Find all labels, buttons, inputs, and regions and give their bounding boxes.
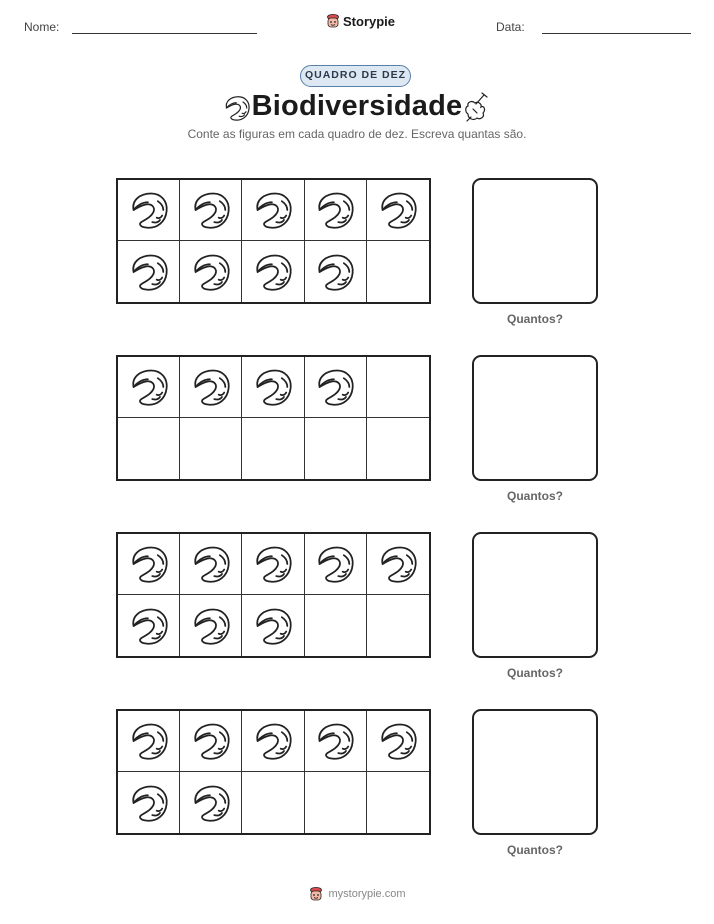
date-line[interactable]	[542, 33, 691, 34]
toucan-beak-icon	[251, 604, 295, 648]
name-line[interactable]	[72, 33, 257, 34]
answer-label: Quantos?	[507, 489, 563, 503]
ten-frame-cell	[367, 241, 429, 302]
ten-frame-cell	[118, 241, 180, 302]
ten-frame-cell	[118, 418, 180, 479]
ten-frame-cell	[180, 711, 242, 772]
toucan-beak-icon	[313, 188, 357, 232]
ten-frame-cell	[305, 180, 367, 241]
ten-frame-cell	[367, 357, 429, 418]
worksheet-type-badge: QUADRO DE DEZ	[300, 65, 411, 87]
toucan-beak-icon	[189, 719, 233, 763]
date-label: Data:	[496, 20, 525, 34]
ten-frame-cell	[367, 180, 429, 241]
toucan-beak-icon	[127, 365, 171, 409]
toucan-beak-icon	[189, 542, 233, 586]
ten-frame-cell	[367, 418, 429, 479]
toucan-beak-icon	[127, 781, 171, 825]
ten-frame-cell	[305, 418, 367, 479]
toucan-beak-icon	[127, 250, 171, 294]
ten-frame-cell	[242, 180, 304, 241]
toucan-beak-icon	[313, 250, 357, 294]
ten-frame-cell	[242, 534, 304, 595]
toucan-beak-icon	[127, 604, 171, 648]
toucan-beak-icon	[251, 719, 295, 763]
ten-frame-cell	[180, 418, 242, 479]
violin-icon	[462, 90, 490, 124]
ten-frame-cell	[242, 241, 304, 302]
ten-frame-cell	[242, 418, 304, 479]
ten-frame-cell	[305, 357, 367, 418]
storypie-mascot-icon	[308, 886, 324, 902]
toucan-beak-icon	[189, 781, 233, 825]
ten-frame-cell	[242, 772, 304, 833]
answer-box[interactable]	[472, 709, 598, 835]
instructions: Conte as figuras em cada quadro de dez. Escreva quantas são.	[187, 127, 527, 141]
toucan-beak-icon	[376, 542, 420, 586]
answer-box[interactable]	[472, 178, 598, 304]
ten-frame	[116, 355, 431, 481]
toucan-beak-icon	[189, 188, 233, 232]
answer-box[interactable]	[472, 355, 598, 481]
ten-frame-cell	[118, 534, 180, 595]
ten-frame-cell	[180, 241, 242, 302]
toucan-beak-icon	[127, 719, 171, 763]
storypie-mascot-icon	[326, 13, 340, 29]
toucan-beak-icon	[313, 542, 357, 586]
toucan-beak-icon	[189, 365, 233, 409]
toucan-beak-icon	[251, 188, 295, 232]
ten-frame-cell	[118, 595, 180, 656]
ten-frame-cell	[305, 772, 367, 833]
ten-frame-cell	[242, 357, 304, 418]
ten-frame-cell	[118, 772, 180, 833]
ten-frame	[116, 709, 431, 835]
ten-frame-cell	[367, 534, 429, 595]
ten-frame-cell	[305, 711, 367, 772]
ten-frame-cell	[180, 772, 242, 833]
footer-url: mystorypie.com	[328, 888, 406, 900]
storypie-logo	[326, 13, 395, 29]
ten-frame-cell	[180, 595, 242, 656]
ten-frame-cell	[367, 711, 429, 772]
ten-frame-cell	[180, 180, 242, 241]
toucan-beak-icon	[251, 250, 295, 294]
answer-label: Quantos?	[507, 312, 563, 326]
ten-frame-cell	[118, 711, 180, 772]
name-label: Nome:	[24, 20, 60, 34]
ten-frame-cell	[367, 772, 429, 833]
toucan-beak-icon	[251, 542, 295, 586]
ten-frame-cell	[242, 711, 304, 772]
toucan-beak-icon	[313, 365, 357, 409]
toucan-beak-icon	[127, 188, 171, 232]
answer-box[interactable]	[472, 532, 598, 658]
ten-frame-cell	[305, 534, 367, 595]
toucan-beak-icon	[313, 719, 357, 763]
ten-frame-cell	[118, 357, 180, 418]
toucan-beak-icon	[251, 365, 295, 409]
toucan-beak-icon	[189, 604, 233, 648]
ten-frame-cell	[118, 180, 180, 241]
answer-label: Quantos?	[507, 843, 563, 857]
ten-frame-cell	[367, 595, 429, 656]
ten-frame-cell	[305, 241, 367, 302]
ten-frame-cell	[180, 534, 242, 595]
ten-frame-cell	[242, 595, 304, 656]
ten-frame-cell	[180, 357, 242, 418]
brand-name: Storypie	[343, 13, 396, 29]
ten-frame-cell	[305, 595, 367, 656]
ten-frame	[116, 178, 431, 304]
page-title: Biodiversidade	[251, 90, 463, 122]
toucan-beak-icon	[376, 188, 420, 232]
ten-frame	[116, 532, 431, 658]
footer	[0, 886, 714, 902]
toucan-beak-icon	[127, 542, 171, 586]
toucan-beak-icon	[189, 250, 233, 294]
toucan-beak-icon	[376, 719, 420, 763]
answer-label: Quantos?	[507, 666, 563, 680]
